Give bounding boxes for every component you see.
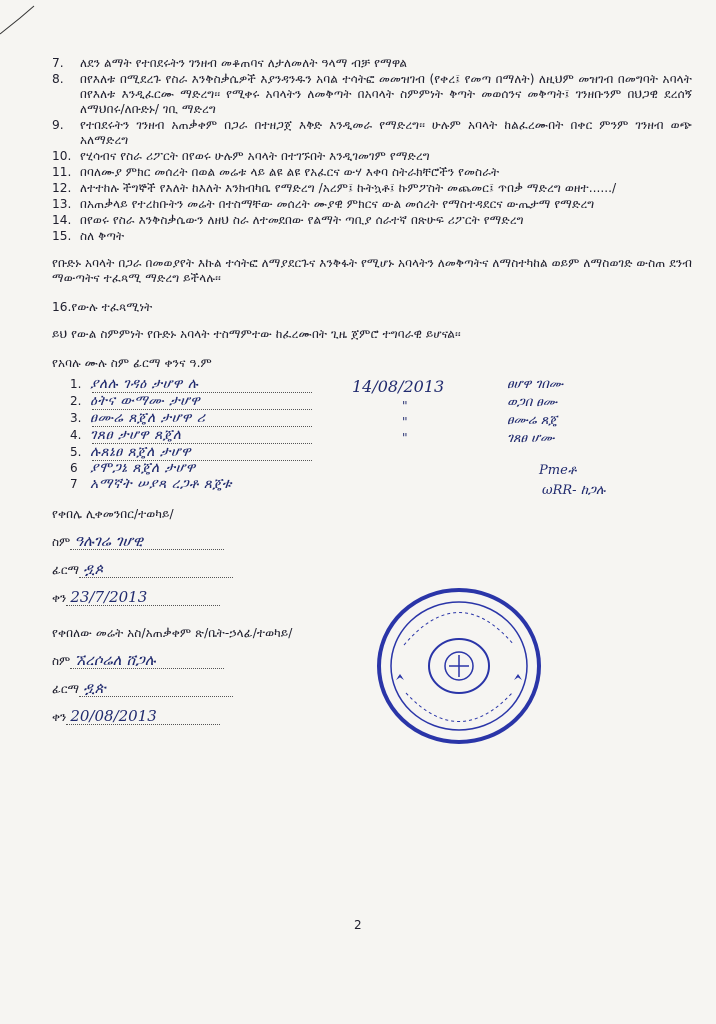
obligation-item [52,118,692,148]
land-office-field [52,703,692,725]
receiver-field-label: ፊርማ [52,563,80,577]
receiver-heading: የቀበሌ ሊቀመንበር/ተወካይ/ [52,507,174,521]
signatory-name: ያሞጋኔ ጸጄለ ታሆዋ [90,460,196,476]
section-16-text: ይህ የውል ስምምነት የቡድኑ አባላት ተስማምተው ከፈረሙበት ጊዜ ጀምሮ ተግባራዊ ይሆናል፡፡ [52,327,461,341]
obligation-item [52,181,692,196]
land-office-field-value: 20/08/2013 [66,709,220,725]
obligation-item [52,229,692,244]
member-signature: ωRR- ከጋሉ [542,483,606,498]
obligation-item [52,165,692,180]
land-office-field-value: ኧረሶሬለ ሸጋሉ [70,653,224,669]
receiver-field [52,556,692,578]
signatory-name: ሉጸኔፀ ጸጄለ ታሆዋ [90,444,192,460]
land-office-heading: የቀበለው መሬት አስ/አጠቃቀም ጽ/ቤት-ኃላፊ/ተወካይ/ [52,626,293,640]
obligation-number: 7. [52,56,64,70]
office-stamp [374,585,544,747]
obligation-text: ስለ ቅጣት [80,229,125,243]
signatory-row [70,394,200,409]
receiver-field [52,528,692,550]
signatories-block [52,377,692,507]
land-office-field-label: ቀን [52,710,67,724]
signatory-name: ገጸፀ ታሆዋ ጸጄለ [90,427,182,443]
signatory-number: 4. [70,428,82,442]
signatory-name: ፀሙሬ ጸጄለ ታሆዋ ሪ [90,410,206,426]
obligation-item [52,72,692,117]
signatory-number: 6 [70,461,78,475]
ditto-mark: " [402,399,408,413]
page-corner-mark [0,0,60,50]
obligation-text: በባለሙያ ምክር መሰረት በወል መሬቱ ላይ ልዩ ልዩ የአፈርና ውሃ እቀባ ስትራክቸሮችን የመስራት [80,165,500,179]
obligation-item [52,213,692,228]
receiver-field-value: 23/7/2013 [66,590,220,606]
member-signature: ወጋበ ፀሙ [507,395,558,410]
obligation-number: 15. [52,229,72,243]
section-16-heading: 16.የውሉ ተፈጻሚነት [52,300,153,314]
obligation-number: 13. [52,197,72,211]
land-office-field-label: ስም [52,654,71,668]
signatory-row [70,411,205,426]
signatory-row [70,377,198,392]
receiver-field [52,584,692,606]
signatories-title: የአባሉ ሙሉ ስም ፊርማ ቀንና ዓ.ም [52,356,212,370]
land-office-field [52,647,692,669]
ditto-mark: " [402,415,408,429]
obligation-text: ለደን ልማት የተበደሩትን ገንዘብ መቆጠባና ለታለመለት ዓላማ ብቻ የማዋል [80,56,408,70]
signatory-name: ዕትና ውማሙ ታሆዋ [90,393,201,409]
signatory-name: አማኛት ሠያጻ ረጋቶ ጸጄቱ [90,476,232,492]
obligation-text: በየእለቱ በሚደረጉ የስራ እንቅስቃሴዎች እያንዳንዱን አባል ተሳትፎ መመዝገብ (የቀረ፤ የመጣ በማለት) ለዚህም መዝገብ በመግባት አባላት በየእለቱ እንዲፈርሙ ማድረግ፡፡ የሚቀሩ አባላትን ለመቅጣት በአባላት ስምምነት ቅጣት መወሰንና መቅጣት፤ ገንዘቡንም በህጋዊ ደረሰኝ ለማህበሩ/ለቡድኑ/ ገቢ ማድረግ [80,72,692,116]
obligation-number: 10. [52,149,72,163]
obligation-item [52,149,692,164]
ditto-mark: " [402,431,408,445]
obligation-item [52,56,692,71]
land-office-field [52,675,692,697]
signatory-number: 2. [70,394,82,408]
land-office-field-label: ፊርማ [52,682,80,696]
signatory-row [70,428,181,443]
receiver-field-label: ስም [52,535,71,549]
receiver-field-value: ዓሉገሬ ገሆዊ [70,534,224,550]
penalty-paragraph: የቡድኑ አባላት በጋራ በመወያየት እኩል ተሳትፎ ለማያደርጉና እንቅፋት የሚሆኑ አባላትን ለመቅጣትና ለማስተካከል ወይም ለማስወገድ ውስጠ ደንብ ማውጣትና ተፈጻሚ ማድረግ ይችላሉ፡፡ [52,256,692,285]
obligation-text: ለተተከሉ ችግኞች የእለት ከእለት እንክብካቤ የማድረግ /አረም፤ ኩትኳቶ፤ ኩምፖስት መጨመር፤ ጥበቃ ማድረግ ወዘተ....../ [80,181,617,195]
obligation-number: 12. [52,181,72,195]
obligations-list [52,56,692,244]
obligation-number: 14. [52,213,72,227]
member-signature: ገጸፀ ሆሙ [507,431,555,446]
obligation-number: 9. [52,118,64,132]
obligation-item [52,197,692,212]
signatory-row [70,445,191,460]
obligation-number: 11. [52,165,72,179]
receiver-section [52,507,692,606]
signatory-number: 3. [70,411,82,425]
obligation-text: የተበደሩትን ገንዘብ አጠቃቀም በጋራ በተዘጋጀ እቅድ እንዲመራ የማድረግ፡፡ ሁሉም አባላት ከልፈረሙበት በቀር ምንም ገንዘብ ወጭ አለማድረግ [80,118,692,147]
signatory-number: 5. [70,445,82,459]
signatory-number: 7 [70,477,78,491]
land-office-field-value: ዷጵ [79,681,233,697]
document-content [52,56,692,725]
member-signature: ፀሙሬ ጸጄ [507,413,558,428]
obligation-text: በየወሩ የስራ እንቅስቃሴውን ለዘህ ስራ ለተመደበው የልማት ጣቢያ ሰራተኛ በጽሁፍ ሪፖርት የማድረግ [80,213,524,227]
signatory-number: 1. [70,377,82,391]
receiver-field-value: ዷጶ [79,562,233,578]
member-signature: ፀሆዋ ገበሙ [507,377,564,392]
obligation-number: 8. [52,72,64,86]
page-number: 2 [354,918,362,932]
sign-date: 14/08/2013 [352,377,445,396]
receiver-field-label: ቀን [52,591,67,605]
signatory-row [70,461,196,476]
obligation-text: በአጠቃላይ የተረከቡትን መሬት በተስማቸው መሰረት ሙያዊ ምክርና ውል መሰረት የማስተዳደርና ውጤታማ የማድረግ [80,197,595,211]
signatory-row [70,477,232,492]
member-signature: Pmeቶ [539,463,577,478]
signatory-name: ያለሉ ገዳዕ ታሆዋ ሉ [90,376,199,392]
obligation-text: የሂሳብና የስራ ሪፖርት በየወሩ ሁሉም አባላት በተገኙበት እንዲገመገም የማድረግ [80,149,430,163]
land-office-section [52,626,692,725]
